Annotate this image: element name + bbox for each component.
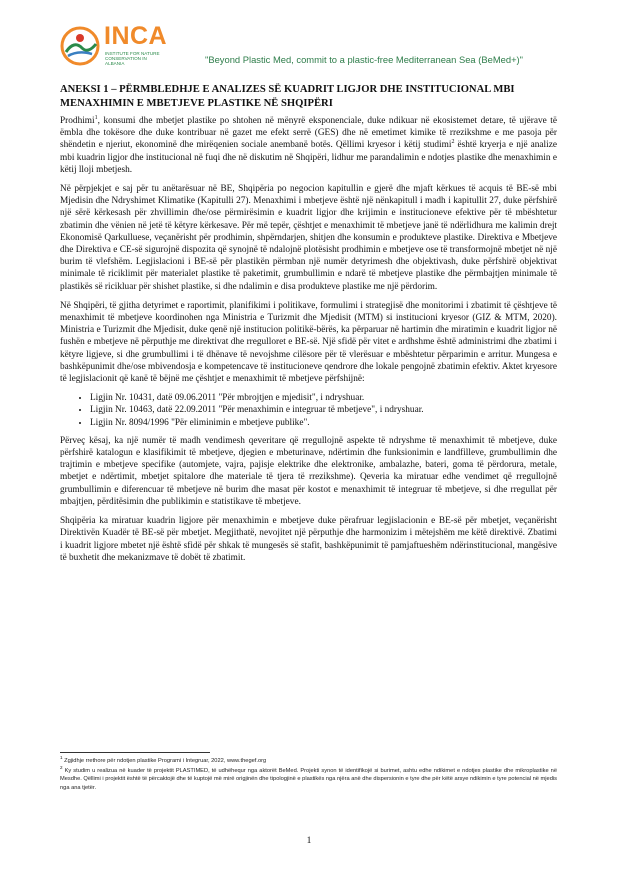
footnotes <box>60 757 557 793</box>
paragraph-government-decisions: Përveç kësaj, ka një numër të madh vendimesh qeveritare që rregullojnë aspekte të ndryshme të menaxhimit të mbetjeve, duke përfshirë katalogun e klasifikimit të mbetjeve, djegien e mbeturinave, ndërtimin dhe funksionimin e landfilleve, grumbullimin dhe trajtimin e mbetjeve specifike (automjete, vajra, pajisje elektrike dhe elektronike, ambalazhe, bateri, goma të përdorura, metale, mbetjet e ndërtimit, mbetjet spitalore dhe materiale të tjera të rrezikshme). Qeveria ka miratuar edhe vendimet që rregullojnë grumbullimin e diferencuar të mbetjeve në burim dhe masat për kostot e menaxhimit të integruar të mbetjeve, si dhe rregullat për mbajtjen, përditësimin dhe publikimin e statistikave të mbetjeve. <box>60 435 557 507</box>
footnote-number: 2 <box>60 764 63 770</box>
inca-logo <box>60 20 180 70</box>
text-run: është kryerja e një analize mbi kuadrin ligjor dhe institucional në fuqi dhe në diskutim në Shqipëri, lidhur me parandalimin e ndotjes plastike dhe menaxhimin e këtij lloji mbetjesh. <box>60 140 557 175</box>
footnote-1 <box>60 757 557 766</box>
paragraph-intro <box>60 115 557 176</box>
list-item: • Ligjin Nr. 8094/1996 "Për eliminimin e mbetjeve publike". <box>90 417 557 429</box>
footnote-ref: 1 <box>94 114 98 121</box>
footnote-text: Zgjidhje rrethore për ndotjen plastike Programi i Integruar, 2022, www.thegef.org <box>62 758 267 764</box>
annex-title: ANEKSI 1 – PËRMBLEDHJE E ANALIZES SË KUADRIT LIGJOR DHE INSTITUCIONAL MBI MENAXHIMIN E MBETJEVE PLASTIKE NË SHQIPËRI <box>60 84 515 109</box>
logo-wordmark: INCA <box>104 22 168 50</box>
text-run: , konsumi dhe mbetjet plastike po shtohen në mënyrë eksponenciale, duke ndikuar në ekosistemet detare, të ujërave të ëmbla dhe tokësore dhe duke kontribuar në gazet me efekt serrë (GES) dhe në emetimet kimike të rrezikshme e me pasoja për shëndetin e njeriut, ekonominë dhe mirëqenien sociale anembanë botës. Qëllimi kryesor i këtij studimi <box>60 116 557 151</box>
footnote-divider <box>60 752 210 753</box>
paragraph-institutions: Në Shqipëri, të gjitha detyrimet e raportimit, planifikimi i politikave, formulimi i strategjisë dhe monitorimi i zbatimit të çështjeve të menaxhimit të mbetjeve koordinohen nga Ministria e Turizmit dhe Mjedisit (MTM) si institucioni kryesor (GIZ & MTM, 2020). Ministria e Turizmit dhe Mjedisit, duke qenë një institucion politikë-bërës, ka përparuar në hartimin dhe miratimin e kuadrit ligjor në fushën e mbetjeve në përputhje me direktivat dhe rregulloret e BE-së. Një sfidë për vitet e ardhshme është administrimi dhe zbatimi i këtyre ligjeve, si dhe grumbullimi i të dhënave të nevojshme cilësore për të vlerësuar e mbështetur përparimin e arritur. Mungesa e bashkëpunimit dhe/ose mbivendosja e kompetencave të institucioneve qendrore dhe lokale pengojnë zbatimin efektiv. Aktet kryesore të legjislacionit që kanë të bëjnë me çështjet e menaxhimit të mbetjeve përfshijnë: <box>60 300 557 385</box>
page-number: 1 <box>306 836 312 846</box>
logo-subtitle: INSTITUTE FOR NATURE CONSERVATION IN ALBANIA <box>105 51 160 67</box>
footnote-2 <box>60 764 557 793</box>
inca-emblem-icon <box>60 26 100 66</box>
list-item: • Ligjin Nr. 10431, datë 09.06.2011 "Për mbrojtjen e mjedisit", i ndryshuar. <box>90 392 557 404</box>
main-content <box>60 83 557 571</box>
list-item: • Ligjin Nr. 10463, datë 22.09.2011 "Për menaxhimin e integruar të mbetjeve", i ndryshuar. <box>90 404 557 416</box>
text-run: Prodhimi <box>60 116 95 126</box>
paragraph-conclusion: Shqipëria ka miratuar kuadrin ligjore për menaxhimin e mbetjeve duke përafruar legjislacionin e BE-së për mbetjet, veçanërisht Direktivën Kuadër të BE-së për mbetjet. Megjithatë, nevojitet një përputhje dhe harmonizim i mëtejshëm me këtë direktivë. Zbatimi i kuadrit ligjore mbetet një është sfidë për shkak të mungesës së stafit, bashkëpunimit të pamjaftueshëm ndërinstitucional, mangësive të buxhetit dhe mekanizmave të dobët të zbatimit. <box>60 516 557 563</box>
footnote-text: Ky studim u realizua në kuader të projektit PLASTIMED, të udhëhequr nga aktorët BeMed. Projekti synon të identifikojë si burimet, ashtu edhe ndikimet e ndotjes plastike dhe mikroplastike në Mesdhe. Qëllimi i projektit është të përcaktojë dhe të kuptojë më mirë origjinën dhe tipologjinë e plastikës nga njëra anë dhe dispersionin e tyre dhe për këtë arsye ndikimin e tyre potencial në mjedis nga ana tjetër. <box>60 767 557 791</box>
project-tagline: "Beyond Plastic Med, commit to a plastic-free Mediterranean Sea (BeMed+)" <box>205 54 523 65</box>
page-header <box>60 20 570 72</box>
footnote-ref: 2 <box>451 139 455 146</box>
laws-list <box>60 392 557 429</box>
paragraph-eu-accession: Në përpjekjet e saj për tu anëtarësuar në BE, Shqipëria po negocion kapitullin e gjerë dhe mjaft kërkues të acquis të BE-së mbi Mjedisin dhe Ndryshimet Klimatike (Kapitulli 27). Menaxhimi i mbetjeve është një nënkapitull i madh i kapitullit 27, duke përfshirë një sërë kërkesash për zhvillimin dhe/ose përmirësimin e kuadrit ligjor dhe krijimin e institucioneve efektive për të mbështetur zbatimin dhe vënien në jetë të këtyre kërkesave. Për më tepër, çështjet e menaxhimit të mbetjeve janë të ndërlidhura me kalimin drejt Ekonomisë Qarkulluese, veçanërisht për prodhimin, shpërndarjen, shitjen dhe konsumin e produkteve plastike. Direktiva e Mbetjeve dhe Direktiva e CE-së sigurojnë dispozita që synojnë të ndalojnë plotësisht prodhimin e mbetjeve ose të transformojnë mbetjet në një burim të vlefshëm. Legjislacioni i BE-së për plastikën përmban një numër detyrimesh dhe objektivash, duke përfshirë objektivat minimale të riciklimit për materialet plastike të paketimit, grumbullimin e ndarë të mbetjeve plastike dhe përmbajtjen minimale të plastikës së ricikluar për shishet plastike, si dhe ndalimin e disa produkteve plastike me një përdorim. <box>60 184 557 292</box>
footnote-number: 1 <box>60 755 63 761</box>
